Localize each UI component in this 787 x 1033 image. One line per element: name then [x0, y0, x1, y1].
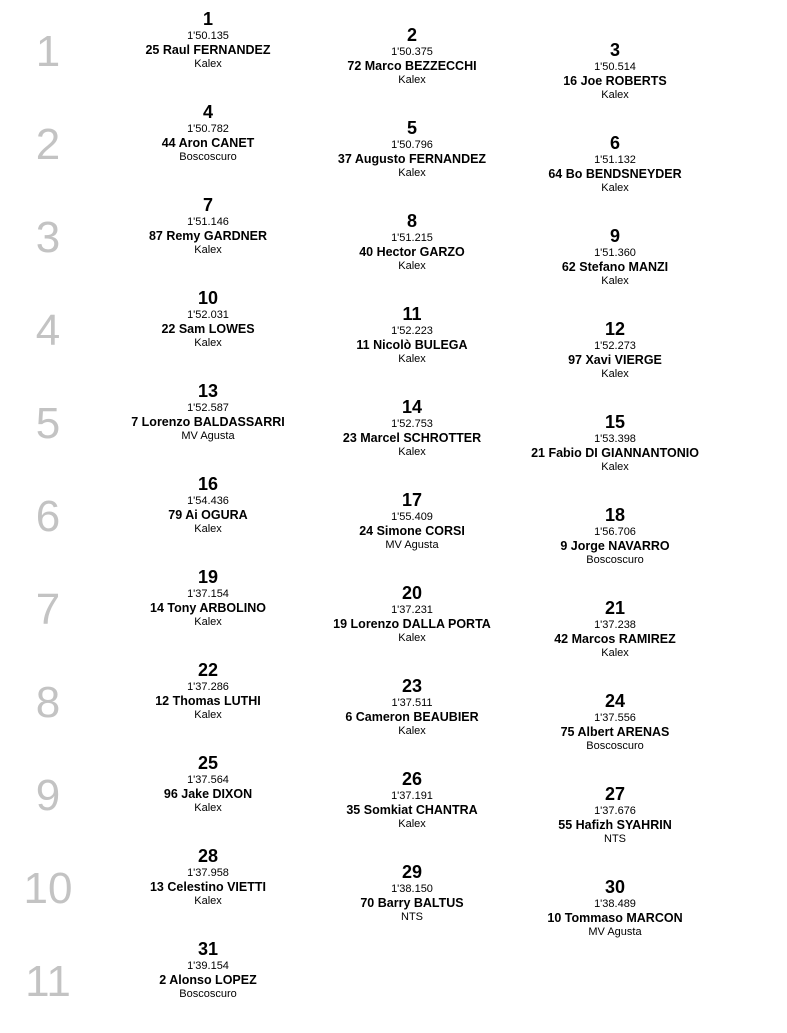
- rider-name: 79 Ai OGURA: [168, 508, 248, 522]
- grid-position: 2: [406, 25, 417, 45]
- lap-time: 1'50.796: [391, 139, 433, 151]
- grid-slot: [98, 754, 318, 815]
- team-name: Kalex: [194, 802, 222, 814]
- team-name: Kalex: [601, 275, 629, 287]
- grid-slot: [302, 677, 522, 738]
- team-name: MV Agusta: [181, 430, 235, 442]
- rider-name: 44 Aron CANET: [161, 136, 255, 150]
- rider-name: 62 Stefano MANZI: [561, 260, 669, 274]
- lap-time: 1'37.154: [187, 588, 229, 600]
- grid-position: 7: [202, 195, 213, 215]
- grid-position: 16: [197, 474, 219, 494]
- team-name: Kalex: [398, 353, 426, 365]
- rider-name: 19 Lorenzo DALLA PORTA: [333, 617, 491, 631]
- grid-position: 4: [202, 102, 213, 122]
- lap-time: 1'55.409: [391, 511, 433, 523]
- rider-name: 40 Hector GARZO: [359, 245, 465, 259]
- rider-name: 72 Marco BEZZECCHI: [347, 59, 477, 73]
- grid-slot: [302, 863, 522, 924]
- team-name: Kalex: [601, 89, 629, 101]
- rider-name: 23 Marcel SCHROTTER: [342, 431, 482, 445]
- grid-position: 30: [604, 877, 626, 897]
- row-number: 10: [23, 864, 73, 913]
- lap-time: 1'52.273: [594, 340, 636, 352]
- team-name: MV Agusta: [588, 926, 642, 938]
- team-name: Kalex: [398, 74, 426, 86]
- grid-position: 13: [197, 381, 219, 401]
- grid-row: [0, 568, 787, 661]
- grid-position: 1: [202, 9, 213, 29]
- grid-slot: [98, 289, 318, 350]
- grid-row: [0, 10, 787, 103]
- grid-row: [0, 754, 787, 847]
- grid-slot: [302, 26, 522, 87]
- rider-name: 75 Albert ARENAS: [560, 725, 670, 739]
- grid-slot: [505, 227, 725, 288]
- grid-position: 19: [197, 567, 219, 587]
- team-name: Boscoscuro: [586, 740, 644, 752]
- grid-slot: [505, 413, 725, 474]
- team-name: Boscoscuro: [179, 151, 237, 163]
- grid-slot: [302, 491, 522, 552]
- grid-slot: [505, 878, 725, 939]
- grid-slot: [98, 382, 318, 443]
- lap-time: 1'52.223: [391, 325, 433, 337]
- lap-time: 1'53.398: [594, 433, 636, 445]
- team-name: Kalex: [601, 647, 629, 659]
- rider-name: 97 Xavi VIERGE: [568, 353, 662, 367]
- lap-time: 1'37.511: [391, 697, 433, 709]
- grid-position: 22: [197, 660, 219, 680]
- lap-time: 1'52.753: [391, 418, 433, 430]
- rider-name: 11 Nicolò BULEGA: [356, 338, 468, 352]
- lap-time: 1'37.238: [594, 619, 636, 631]
- grid-position: 31: [197, 939, 219, 959]
- team-name: Boscoscuro: [586, 554, 644, 566]
- team-name: Boscoscuro: [179, 988, 237, 1000]
- grid-position: 14: [401, 397, 423, 417]
- rider-name: 70 Barry BALTUS: [360, 896, 464, 910]
- grid-slot: [302, 119, 522, 180]
- grid-slot: [98, 661, 318, 722]
- rider-name: 55 Hafizh SYAHRIN: [558, 818, 672, 832]
- lap-time: 1'37.676: [594, 805, 636, 817]
- lap-time: 1'56.706: [594, 526, 636, 538]
- grid-row: [0, 661, 787, 754]
- grid-position: 20: [401, 583, 423, 603]
- rider-name: 13 Celestino VIETTI: [149, 880, 266, 894]
- grid-position: 6: [609, 133, 620, 153]
- rider-name: 22 Sam LOWES: [161, 322, 255, 336]
- rider-name: 87 Remy GARDNER: [148, 229, 268, 243]
- lap-time: 1'37.564: [187, 774, 229, 786]
- team-name: Kalex: [194, 244, 222, 256]
- lap-time: 1'37.191: [391, 790, 433, 802]
- rider-name: 7 Lorenzo BALDASSARRI: [131, 415, 285, 429]
- grid-slot: [302, 398, 522, 459]
- rider-name: 42 Marcos RAMIREZ: [554, 632, 676, 646]
- grid-slot: [302, 305, 522, 366]
- lap-time: 1'51.360: [594, 247, 636, 259]
- grid-slot: [505, 785, 725, 846]
- grid-row: [0, 475, 787, 568]
- grid-position: 27: [604, 784, 626, 804]
- grid-row: [0, 289, 787, 382]
- rider-name: 16 Joe ROBERTS: [563, 74, 667, 88]
- lap-time: 1'50.135: [187, 30, 229, 42]
- grid-position: 12: [604, 319, 626, 339]
- grid-position: 10: [197, 288, 219, 308]
- row-number: 3: [35, 213, 61, 262]
- grid-position: 3: [609, 40, 620, 60]
- grid-position: 21: [604, 598, 626, 618]
- grid-position: 15: [604, 412, 626, 432]
- grid-slot: [302, 212, 522, 273]
- team-name: Kalex: [398, 725, 426, 737]
- grid-position: 8: [406, 211, 417, 231]
- row-number: 5: [35, 399, 61, 448]
- row-number: 11: [25, 957, 71, 1006]
- lap-time: 1'50.514: [594, 61, 636, 73]
- team-name: Kalex: [194, 337, 222, 349]
- row-number: 2: [35, 120, 61, 169]
- lap-time: 1'54.436: [187, 495, 229, 507]
- lap-time: 1'52.587: [187, 402, 229, 414]
- grid-position: 28: [197, 846, 219, 866]
- team-name: Kalex: [398, 818, 426, 830]
- grid-slot: [505, 506, 725, 567]
- lap-time: 1'37.958: [187, 867, 229, 879]
- lap-time: 1'37.231: [391, 604, 433, 616]
- grid-position: 11: [402, 304, 422, 324]
- grid-slot: [98, 103, 318, 164]
- rider-name: 24 Simone CORSI: [359, 524, 465, 538]
- grid-row: [0, 382, 787, 475]
- grid-row: [0, 847, 787, 940]
- grid-slot: [505, 692, 725, 753]
- team-name: Kalex: [398, 632, 426, 644]
- grid-slot: [505, 599, 725, 660]
- rider-name: 21 Fabio DI GIANNANTONIO: [531, 446, 699, 460]
- row-number: 9: [35, 771, 61, 820]
- row-number: 8: [35, 678, 61, 727]
- grid-position: 5: [406, 118, 417, 138]
- team-name: Kalex: [398, 446, 426, 458]
- rider-name: 35 Somkiat CHANTRA: [346, 803, 478, 817]
- grid-slot: [98, 196, 318, 257]
- grid-row: [0, 196, 787, 289]
- team-name: Kalex: [601, 182, 629, 194]
- grid-position: 25: [197, 753, 219, 773]
- team-name: NTS: [604, 833, 626, 845]
- team-name: Kalex: [194, 709, 222, 721]
- row-number: 7: [35, 585, 61, 634]
- team-name: MV Agusta: [385, 539, 439, 551]
- lap-time: 1'50.782: [187, 123, 229, 135]
- grid-position: 9: [609, 226, 620, 246]
- lap-time: 1'39.154: [187, 960, 229, 972]
- rider-name: 25 Raul FERNANDEZ: [145, 43, 271, 57]
- grid-position: 29: [401, 862, 423, 882]
- lap-time: 1'51.215: [391, 232, 433, 244]
- lap-time: 1'51.132: [594, 154, 636, 166]
- rider-name: 6 Cameron BEAUBIER: [345, 710, 479, 724]
- grid-slot: [98, 847, 318, 908]
- grid-position: 18: [604, 505, 626, 525]
- rider-name: 64 Bo BENDSNEYDER: [548, 167, 682, 181]
- rider-name: 14 Tony ARBOLINO: [150, 601, 266, 615]
- rider-name: 37 Augusto FERNANDEZ: [337, 152, 487, 166]
- rider-name: 96 Jake DIXON: [163, 787, 253, 801]
- grid-row: [0, 940, 787, 1033]
- team-name: NTS: [401, 911, 423, 923]
- grid-position: 26: [401, 769, 423, 789]
- lap-time: 1'50.375: [391, 46, 433, 58]
- lap-time: 1'37.556: [594, 712, 636, 724]
- lap-time: 1'51.146: [187, 216, 229, 228]
- team-name: Kalex: [194, 616, 222, 628]
- grid-position: 23: [401, 676, 423, 696]
- rider-name: 9 Jorge NAVARRO: [560, 539, 670, 553]
- grid-slot: [302, 584, 522, 645]
- grid-position: 24: [604, 691, 626, 711]
- lap-time: 1'37.286: [187, 681, 229, 693]
- row-number: 6: [35, 492, 61, 541]
- team-name: Kalex: [398, 260, 426, 272]
- team-name: Kalex: [601, 368, 629, 380]
- row-number: 4: [35, 306, 61, 355]
- rider-name: 12 Thomas LUTHI: [155, 694, 261, 708]
- rider-name: 2 Alonso LOPEZ: [159, 973, 257, 987]
- lap-time: 1'38.150: [391, 883, 433, 895]
- team-name: Kalex: [398, 167, 426, 179]
- team-name: Kalex: [194, 523, 222, 535]
- lap-time: 1'38.489: [594, 898, 636, 910]
- team-name: Kalex: [601, 461, 629, 473]
- grid-slot: [505, 320, 725, 381]
- grid-slot: [98, 10, 318, 71]
- team-name: Kalex: [194, 895, 222, 907]
- grid-slot: [98, 940, 318, 1001]
- team-name: Kalex: [194, 58, 222, 70]
- grid-slot: [98, 475, 318, 536]
- rider-name: 10 Tommaso MARCON: [547, 911, 683, 925]
- grid-slot: [505, 134, 725, 195]
- grid-row: [0, 103, 787, 196]
- grid-slot: [505, 41, 725, 102]
- row-number: 1: [35, 27, 61, 76]
- lap-time: 1'52.031: [187, 309, 229, 321]
- grid-slot: [302, 770, 522, 831]
- grid-slot: [98, 568, 318, 629]
- grid-position: 17: [401, 490, 423, 510]
